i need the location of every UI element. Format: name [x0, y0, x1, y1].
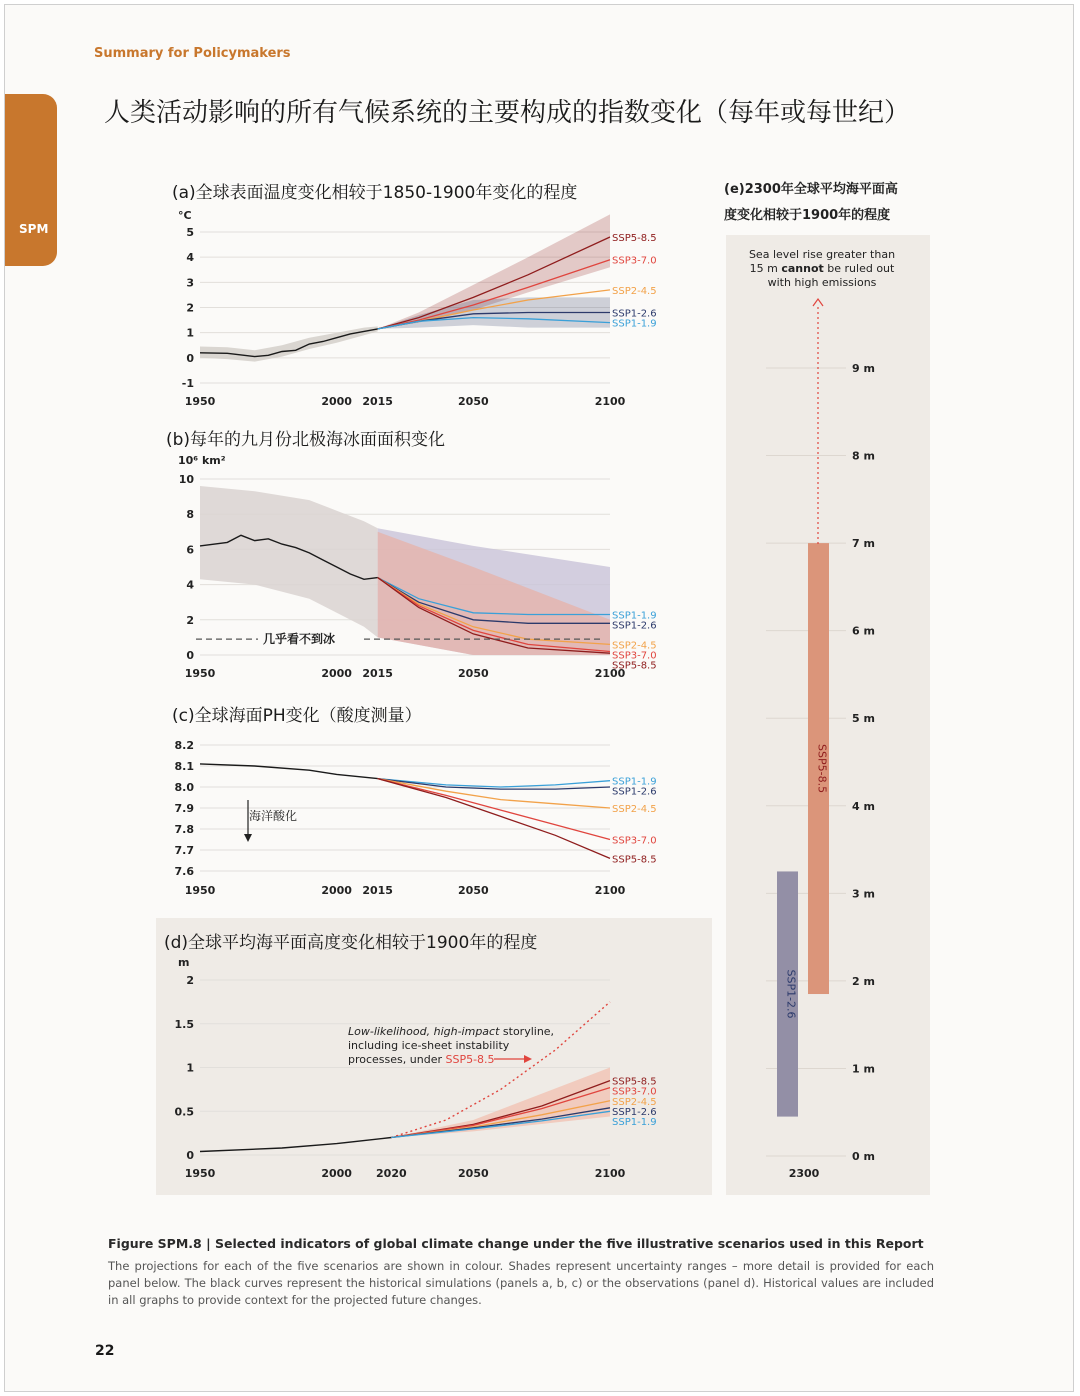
panel-c [172, 706, 657, 897]
panel-c-ytick: 7.6 [174, 865, 194, 878]
panel-b-historical-range [200, 486, 378, 637]
panel-a-xtick: 2050 [458, 395, 489, 408]
panel-b-ytick: 2 [186, 613, 194, 627]
panel-b-xtick: 2050 [458, 667, 489, 680]
panel-b-xtick: 1950 [184, 667, 216, 680]
series-label-ssp126: SSP1-2.6 [612, 308, 657, 320]
series-label-ssp126: SSP1-2.6 [612, 786, 657, 798]
series-label-ssp245: SSP2-4.5 [612, 640, 657, 652]
panel-a-ytick: 2 [186, 301, 194, 315]
panel-d-xtick: 1950 [184, 1167, 216, 1180]
panel-a-ytick: 5 [186, 226, 194, 239]
panel-e-ytick: 7 m [852, 537, 875, 551]
panel-d-xtick: 2000 [321, 1167, 352, 1180]
panel-a-ytick: 0 [186, 351, 194, 365]
panel-b [166, 429, 657, 680]
panel-a-historical-range [200, 326, 378, 361]
panel-b-ytick: 10 [178, 473, 194, 486]
panel-a-ylabel: °C [178, 209, 192, 222]
panel-c-xtick: 2050 [458, 884, 489, 897]
panel-b-xtick: 2015 [362, 667, 393, 680]
series-label-ssp119: SSP1-1.9 [612, 610, 657, 622]
panel-a-xtick: 2015 [362, 395, 393, 408]
panel-b-ice-free-label: 几乎看不到冰 [263, 632, 336, 647]
note-bold: cannot [781, 262, 824, 275]
section-header-link[interactable]: Summary for Policymakers [94, 46, 291, 61]
panel-c-xtick: 2015 [362, 884, 393, 897]
spm-tab-label: SPM [19, 222, 49, 236]
panel-b-ylabel: 10⁶ km² [178, 454, 226, 467]
panel-a [172, 182, 657, 408]
page-title: 人类活动影响的所有气候系统的主要构成的指数变化（每年或每世纪） [104, 98, 911, 128]
panel-b-ytick: 4 [186, 578, 194, 592]
figure-caption-body: The projections for each of the five scenarios are shown in colour. Shades represent uncertainty ranges – more detail is provided for each panel below. The black curves represent the historical simulations (panels a, b, c) or the observations (panel d). Historical values are included in all graphs to provide context for the projected future changes. [108, 1259, 934, 1307]
series-label-ssp370: SSP3-7.0 [612, 650, 657, 662]
panel-e-ytick: 3 m [852, 887, 875, 901]
series-label-ssp119: SSP1-1.9 [612, 1116, 657, 1128]
panel-a-ytick: 4 [186, 251, 194, 265]
figure-caption-title: Figure SPM.8 | Selected indicators of global climate change under the five illustrative scenarios used in this Report [108, 1236, 924, 1251]
series-label-ssp370: SSP3-7.0 [612, 255, 657, 267]
panel-a-xtick: 2000 [321, 395, 352, 408]
panel-e-title-line2: 度变化相较于1900年的程度 [724, 208, 891, 223]
bar-label-ssp585: SSP5-8.5 [815, 744, 829, 794]
panel-b-xtick: 2000 [321, 667, 352, 680]
panel-d-storyline-note-line2: including ice-sheet instability [348, 1039, 510, 1052]
panel-a-ytick: -1 [181, 377, 194, 390]
panel-e-note-line1: Sea level rise greater than [748, 248, 896, 261]
panel-e-title-line1: (e)2300年全球平均海平面高 [724, 182, 898, 197]
series-label-ssp370: SSP3-7.0 [612, 1086, 657, 1098]
panel-e-ytick: 5 m [852, 712, 875, 726]
panel-e-ytick: 1 m [852, 1062, 875, 1076]
panel-c-xtick: 1950 [184, 884, 216, 897]
panel-b-xtick: 2100 [594, 667, 626, 680]
panel-d-ylabel: m [178, 956, 190, 969]
panel-b-ytick: 6 [186, 543, 194, 557]
storyline-note-prefix: processes, under [348, 1053, 446, 1066]
panel-d-title: (d)全球平均海平面高度变化相较于1900年的程度 [164, 933, 538, 953]
series-label-ssp245: SSP2-4.5 [612, 1096, 657, 1108]
panel-e-note-line3: with high emissions [767, 276, 877, 289]
series-label-ssp370: SSP3-7.0 [612, 835, 657, 847]
panel-c-ytick: 8.1 [174, 760, 194, 773]
panel-a-title: (a)全球表面温度变化相较于1850-1900年变化的程度 [172, 183, 578, 203]
series-label-ssp245: SSP2-4.5 [612, 804, 657, 815]
panel-d-ytick: 1 [186, 1061, 194, 1075]
panel-e-ytick: 2 m [852, 974, 875, 988]
panel-c-acidification-arrowhead [244, 834, 252, 842]
series-label-ssp126: SSP1-2.6 [612, 620, 657, 632]
panel-c-ytick: 8.2 [174, 739, 194, 752]
panel-a-ytick: 1 [186, 326, 194, 340]
bar-label-ssp126: SSP1-2.6 [784, 969, 798, 1019]
panel-e-xlabel: 2300 [788, 1167, 820, 1180]
panel-c-ytick: 8.0 [174, 781, 194, 794]
panel-b-ytick: 8 [186, 508, 194, 522]
panel-d-xtick: 2050 [458, 1167, 489, 1180]
panel-d-xtick: 2020 [376, 1167, 407, 1180]
panel-e-ytick: 9 m [852, 362, 875, 375]
panel-d-storyline-note-line3 [348, 1053, 495, 1066]
panel-e-ytick: 6 m [852, 624, 875, 638]
panel-b-title: (b)每年的九月份北极海冰面面积变化 [166, 430, 446, 450]
panel-b-ytick: 0 [186, 649, 194, 662]
panel-e-ytick: 8 m [852, 449, 875, 463]
panel-c-ytick: 7.7 [174, 844, 194, 857]
note-prefix: 15 m [749, 262, 782, 275]
panel-d-ytick: 0.5 [174, 1105, 194, 1119]
panel-e-ytick: 4 m [852, 799, 875, 813]
panel-a-xtick: 1950 [184, 395, 216, 408]
series-label-ssp245: SSP2-4.5 [612, 285, 657, 297]
panel-c-xtick: 2100 [594, 884, 626, 897]
panel-c-ytick: 7.8 [174, 823, 194, 836]
series-label-ssp119: SSP1-1.9 [612, 776, 657, 788]
series-line-ssp585 [378, 779, 610, 859]
storyline-note-italic: Low-likelihood, high-impact [348, 1025, 500, 1038]
panel-d-ytick: 2 [186, 974, 194, 987]
page-number: 22 [95, 1343, 115, 1359]
note-suffix: be ruled out [823, 262, 895, 275]
panel-a-xtick: 2100 [594, 395, 626, 408]
storyline-note-scenario: SSP5-8.5 [445, 1053, 495, 1066]
panel-c-acidification-label: 海洋酸化 [249, 809, 298, 823]
panel-e-ytick: 0 m [852, 1150, 875, 1163]
panel-d-ytick: 0 [186, 1149, 194, 1162]
panel-d-storyline-note-line1 [348, 1025, 554, 1038]
panel-c-ytick: 7.9 [174, 802, 194, 815]
series-label-ssp585: SSP5-8.5 [612, 1076, 657, 1088]
series-label-ssp126: SSP1-2.6 [612, 1106, 657, 1118]
panel-c-xtick: 2000 [321, 884, 352, 897]
series-label-ssp585: SSP5-8.5 [612, 854, 657, 866]
panel-a-ytick: 3 [186, 276, 194, 290]
panel-d-xtick: 2100 [594, 1167, 626, 1180]
series-label-ssp119: SSP1-1.9 [612, 318, 657, 330]
panel-e-note-line2 [750, 262, 895, 275]
panel-d-ytick: 1.5 [174, 1017, 194, 1031]
panel-c-title: (c)全球海面PH变化（酸度测量） [172, 706, 422, 726]
series-label-ssp585: SSP5-8.5 [612, 233, 657, 245]
storyline-note-rest: storyline, [499, 1025, 555, 1038]
series-label-ssp585: SSP5-8.5 [612, 660, 657, 672]
